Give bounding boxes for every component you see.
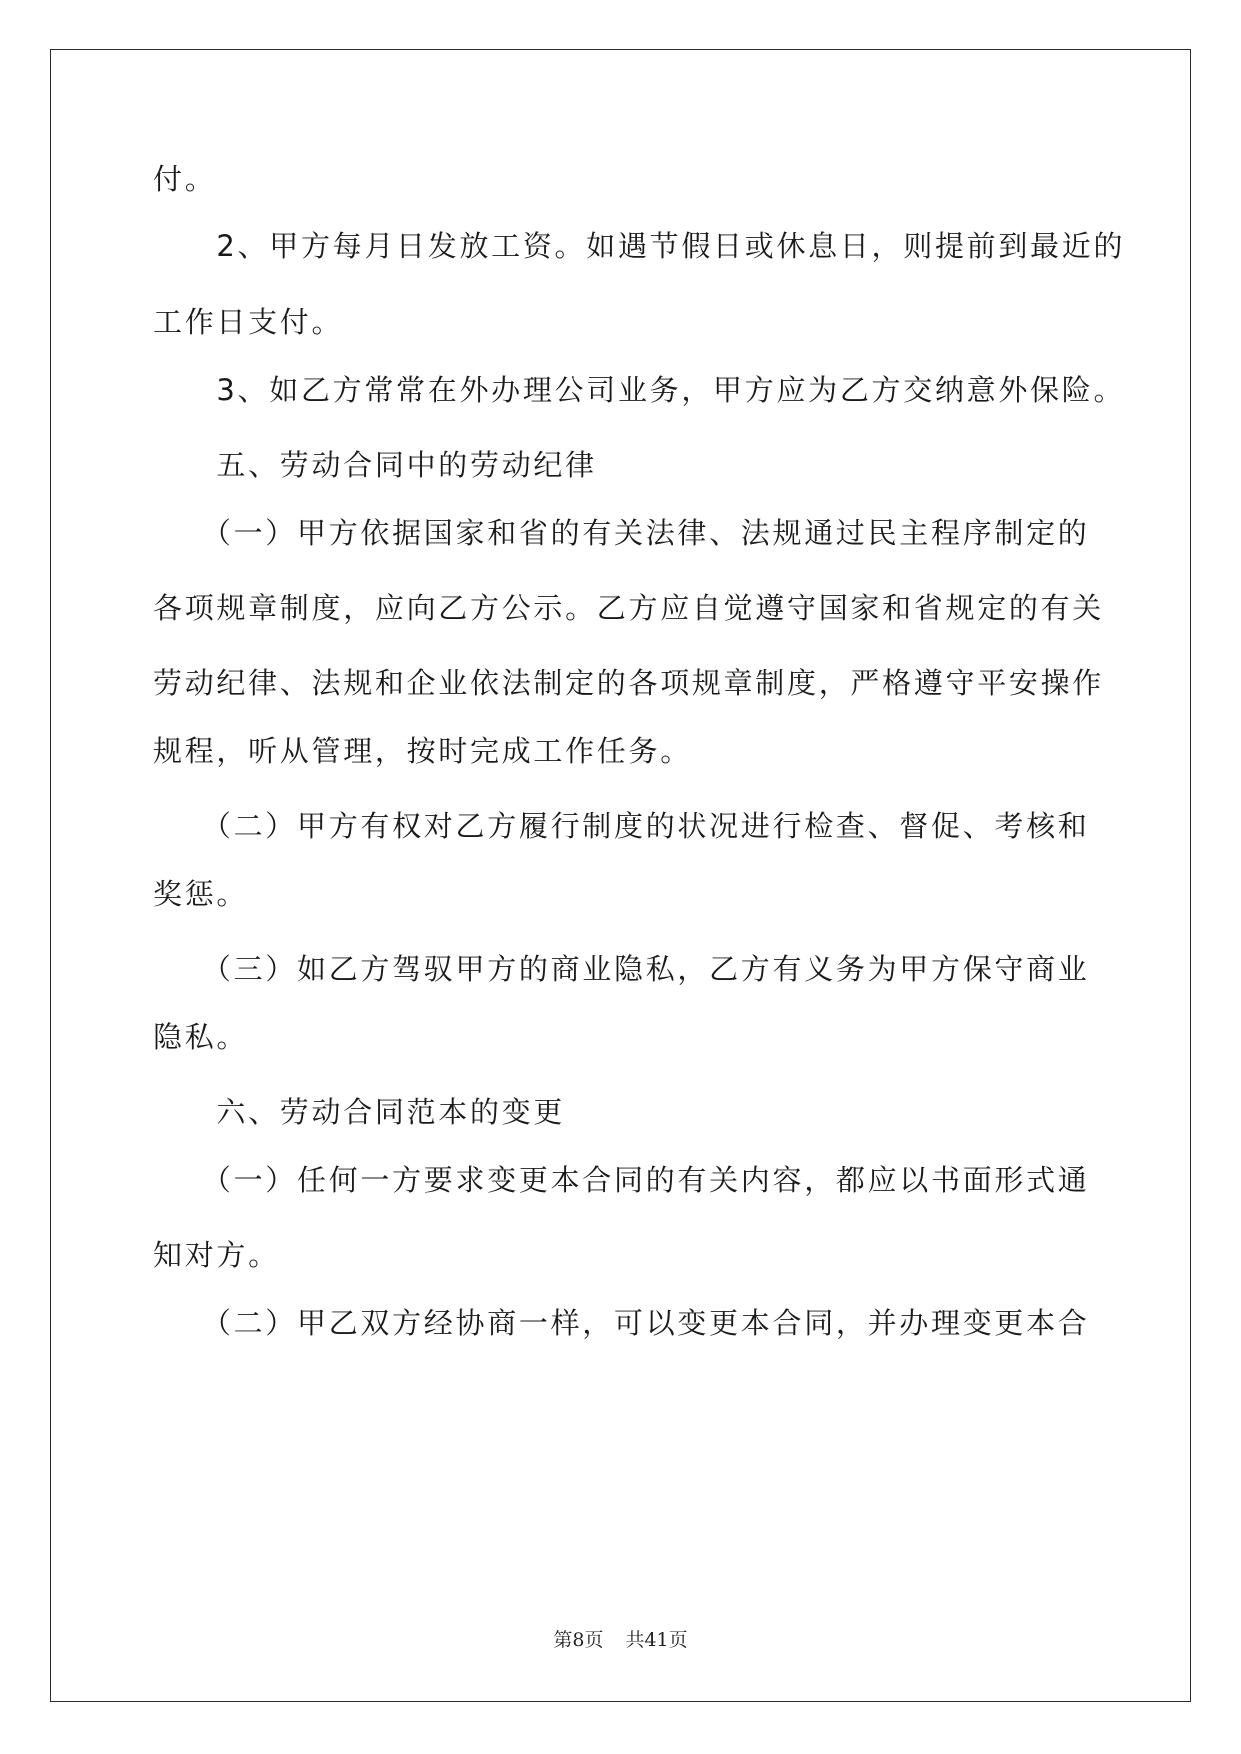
text-line: 3、如乙方常常在外办理公司业务，甲方应为乙方交纳意外保险。 <box>153 373 1126 407</box>
page-total: 共41页 <box>625 1629 688 1651</box>
text-line: （三）如乙方驾驭甲方的商业隐私，乙方有义务为甲方保守商业 <box>153 952 1090 986</box>
text-line: 隐私。 <box>153 1020 249 1054</box>
page-footer <box>0 1627 1241 1653</box>
text-line: 五、劳动合同中的劳动纪律 <box>153 448 597 482</box>
text-line: （一）任何一方要求变更本合同的有关内容，都应以书面形式通 <box>153 1163 1090 1197</box>
text-line: 规程，听从管理，按时完成工作任务。 <box>153 734 692 768</box>
text-line: 2、甲方每月日发放工资。如遇节假日或休息日，则提前到最近的 <box>153 229 1126 263</box>
text-line: 工作日支付。 <box>153 305 344 339</box>
text-line: 各项规章制度，应向乙方公示。乙方应自觉遵守国家和省规定的有关 <box>153 591 1105 625</box>
text-line: （一）甲方依据国家和省的有关法律、法规通过民主程序制定的 <box>153 516 1090 550</box>
page-number: 第8页 <box>553 1629 604 1651</box>
text-line: 知对方。 <box>153 1238 280 1272</box>
text-line: （二）甲乙双方经协商一样，可以变更本合同，并办理变更本合 <box>153 1306 1090 1340</box>
text-line: 奖惩。 <box>153 877 249 911</box>
text-line: 六、劳动合同范本的变更 <box>153 1095 566 1129</box>
text-line: 付。 <box>153 162 217 196</box>
text-line: （二）甲方有权对乙方履行制度的状况进行检查、督促、考核和 <box>153 809 1090 843</box>
text-line: 劳动纪律、法规和企业依法制定的各项规章制度，严格遵守平安操作 <box>153 666 1105 700</box>
